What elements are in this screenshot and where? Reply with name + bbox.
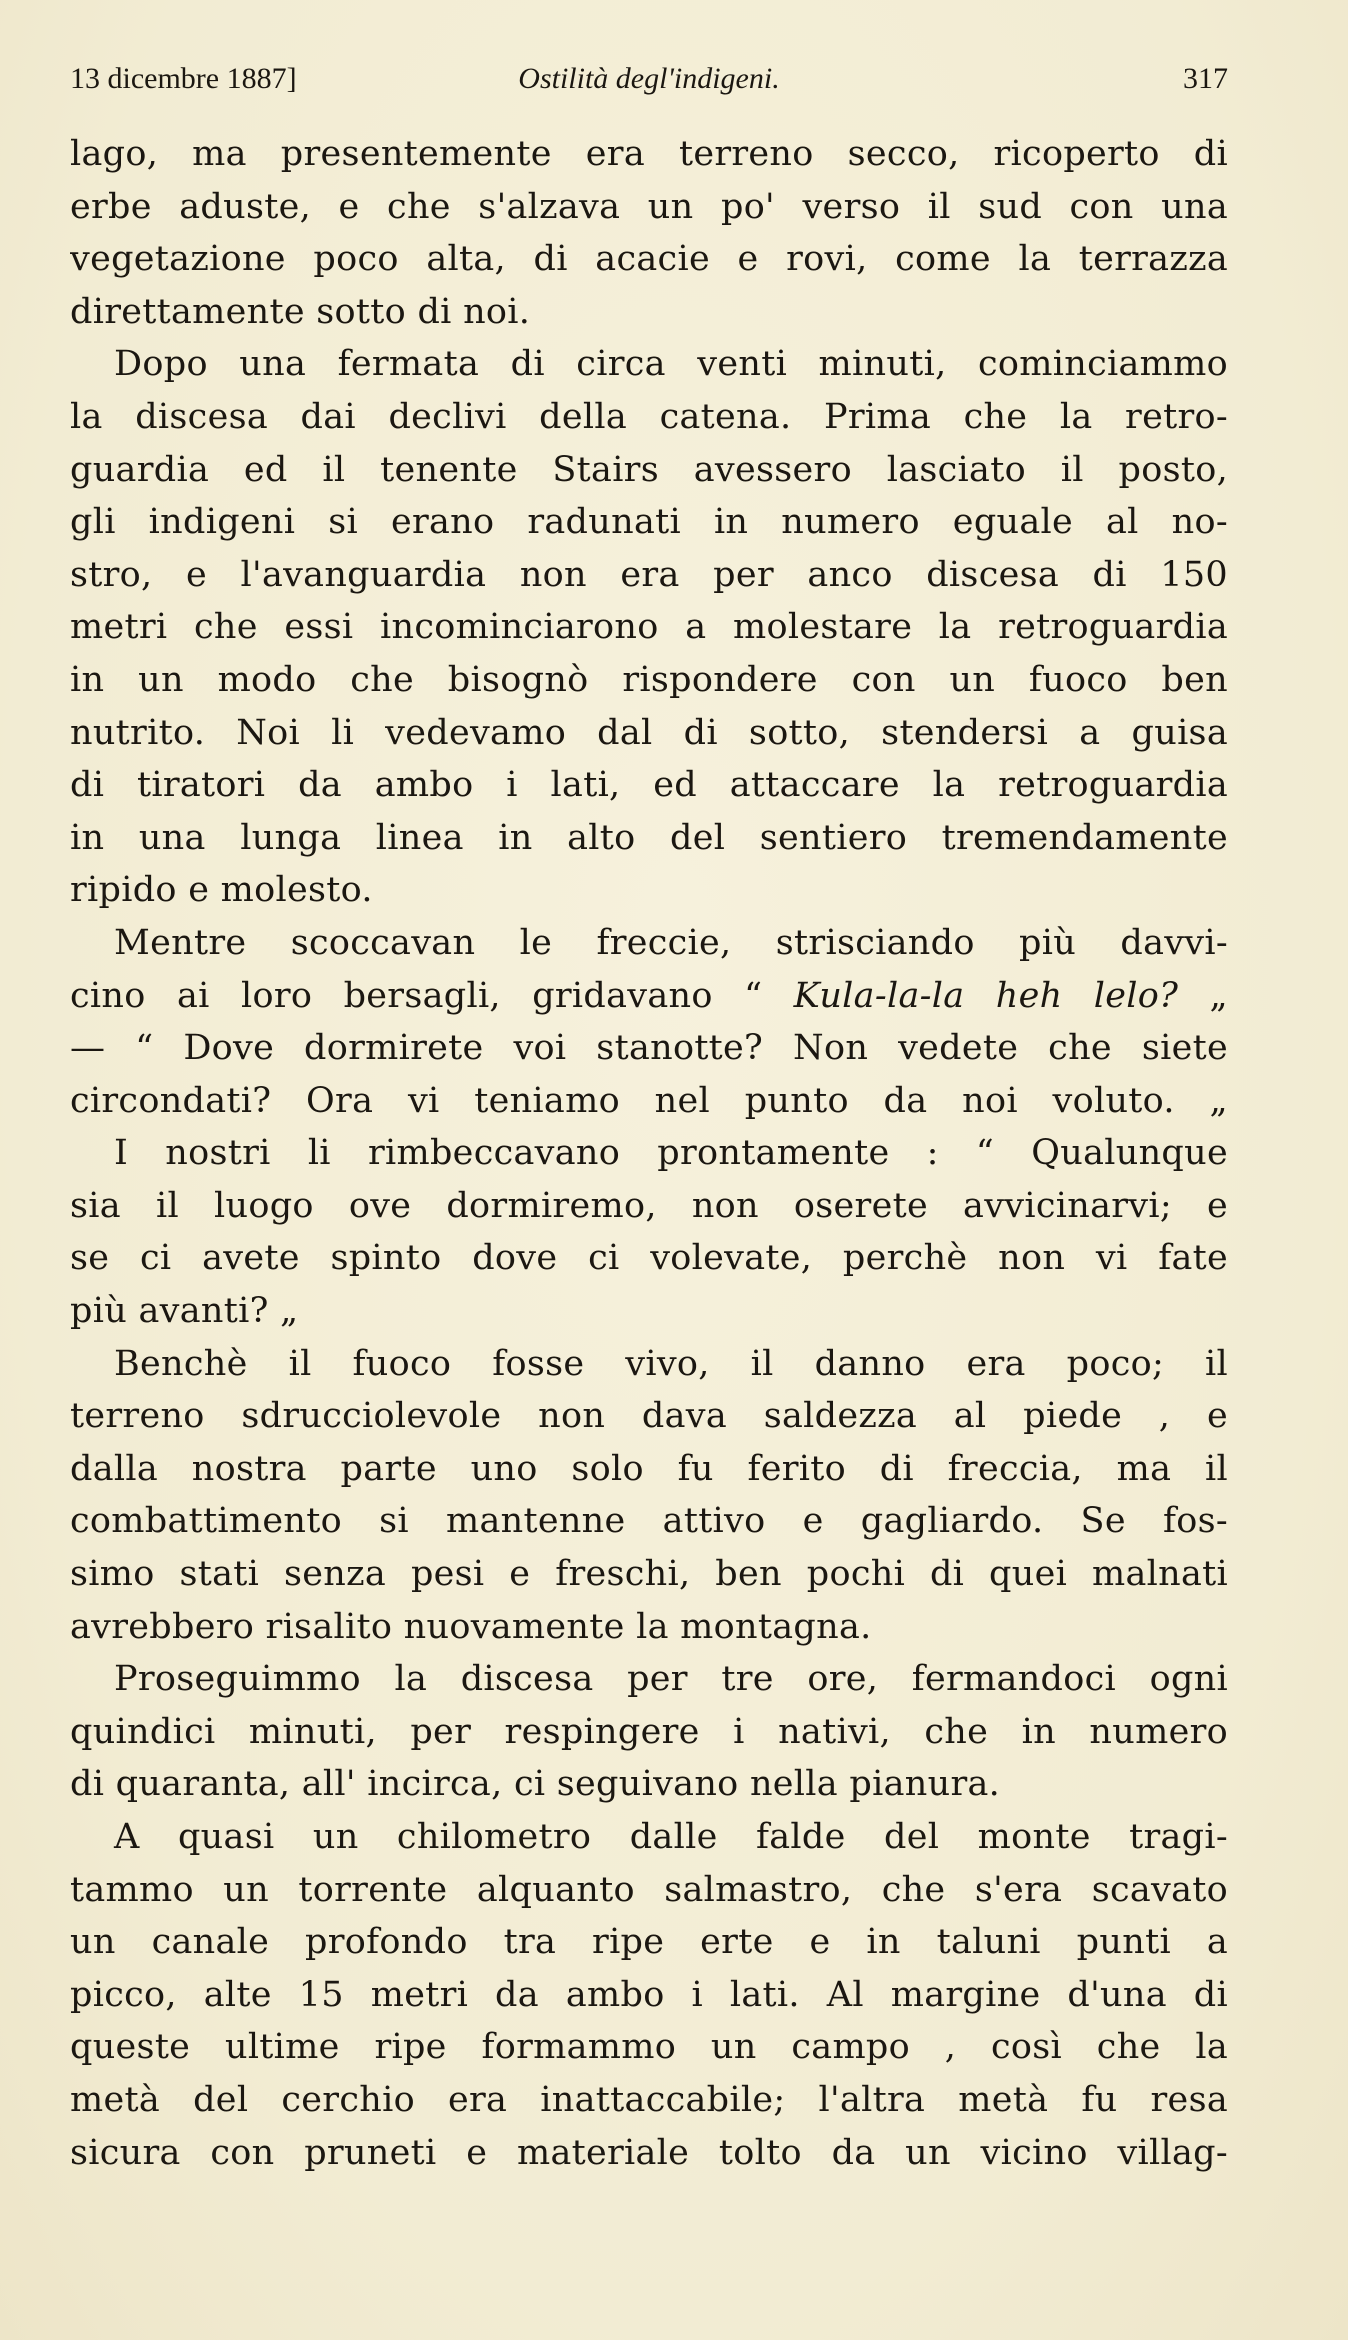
text-line: Benchè il fuoco fosse vivo, il danno era poco; il [114,1343,1228,1384]
text-line: stro, e l'avanguardia non era per anco discesa di 150 [70,554,1228,595]
text-line: I nostri li rimbeccavano prontamente : “ Qualunque [114,1133,1228,1174]
text-line: simo stati senza pesi e freschi, ben pochi di quei malnati [70,1554,1228,1595]
text-line: vegetazione poco alta, di acacie e rovi, come la terrazza [70,239,1228,280]
text-line: la discesa dai declivi della catena. Prima che la retro- [70,396,1228,437]
text-line: terreno sdrucciolevole non dava saldezza al piede , e [70,1396,1228,1437]
text-line: più avanti? „ [70,1291,299,1332]
text-line [70,970,1228,1023]
text-line: combattimento si mantenne attivo e gagliardo. Se fos- [70,1501,1228,1542]
text-line: avrebbero risalito nuovamente la montagna. [70,1606,872,1647]
text-line: Mentre scoccavan le freccie, strisciando più davvi- [114,922,1228,963]
text-line: quindici minuti, per respingere i nativi, che in numero [70,1711,1228,1752]
text-line: di tiratori da ambo i lati, ed attaccare la retroguardia [70,765,1228,806]
header-title: Ostilità degl'indigeni. [518,62,780,95]
text-line: sia il luogo ove dormiremo, non oserete avvicinarvi; e [70,1185,1228,1226]
page-number: 317 [1183,62,1228,95]
text-line: metà del cerchio era inattaccabile; l'altra metà fu resa [70,2079,1228,2120]
text-line: sicura con pruneti e materiale tolto da un vicino villag- [70,2132,1228,2173]
text-line: un canale profondo tra ripe erte e in taluni punti a [70,1922,1228,1963]
text-line: di quaranta, all' incirca, ci seguivano nella pianura. [70,1764,1001,1805]
text-line: metri che essi incominciarono a molestare la retroguardia [70,607,1228,648]
italic-quote: Kula-la-la heh lelo? [793,975,1179,1016]
text-line: tammo un torrente alquanto salmastro, che s'era scavato [70,1869,1228,1910]
text-line: gli indigeni si erano radunati in numero eguale al no- [70,502,1228,543]
body-text [70,128,1228,2179]
text-line: — “ Dove dormirete voi stanotte? Non vedete che siete [70,1028,1228,1069]
text-line: ripido e molesto. [70,870,373,911]
text-line: queste ultime ripe formammo un campo , così che la [70,2027,1228,2068]
text-segment: „ [1178,975,1228,1016]
text-line: direttamente sotto di noi. [70,291,531,332]
text-line: Dopo una fermata di circa venti minuti, cominciammo [114,344,1228,385]
text-line: picco, alte 15 metri da ambo i lati. Al margine d'una di [70,1974,1228,2015]
running-head [70,62,1228,110]
text-line: in un modo che bisognò rispondere con un fuoco ben [70,659,1228,700]
text-line: guardia ed il tenente Stairs avessero lasciato il posto, [70,449,1228,490]
text-segment: cino ai loro bersagli, gridavano “ [70,975,794,1016]
text-line: circondati? Ora vi teniamo nel punto da noi voluto. „ [70,1080,1228,1121]
text-line: nutrito. Noi li vedevamo dal di sotto, stendersi a guisa [70,712,1228,753]
text-line: se ci avete spinto dove ci volevate, perchè non vi fate [70,1238,1228,1279]
text-line: Proseguimmo la discesa per tre ore, fermandoci ogni [114,1659,1228,1700]
text-line: A quasi un chilometro dalle falde del monte tragi- [114,1817,1228,1857]
text-line: lago, ma presentemente era terreno secco, ricoperto di [70,134,1228,174]
header-date: 13 dicembre 1887] [70,62,297,95]
text-line: dalla nostra parte uno solo fu ferito di freccia, ma il [70,1448,1228,1489]
text-line: in una lunga linea in alto del sentiero tremendamente [70,817,1228,858]
text-line: erbe aduste, e che s'alzava un po' verso il sud con una [70,186,1228,227]
